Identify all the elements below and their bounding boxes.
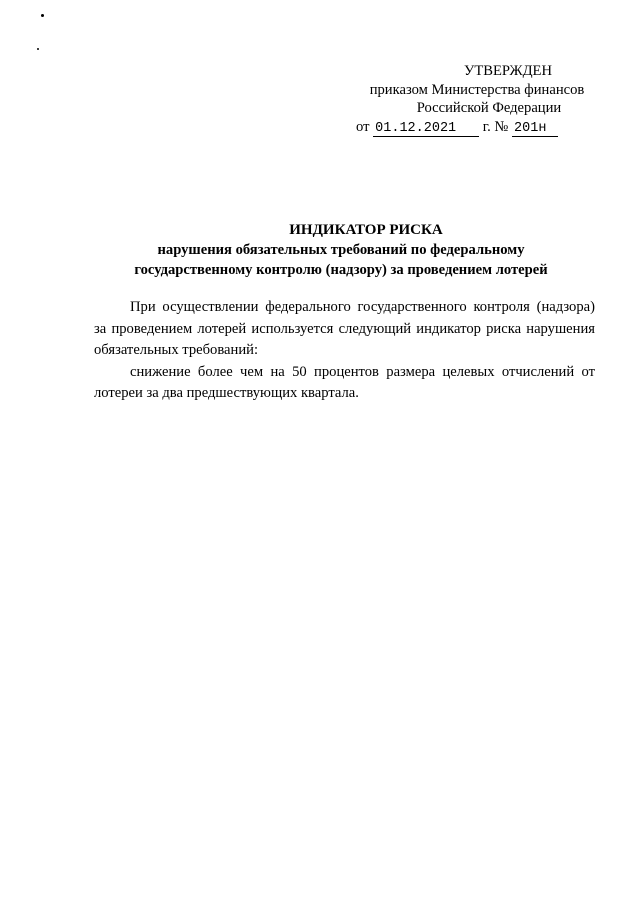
body-paragraph-2: снижение более чем на 50 процентов размера целевых отчислений от лотереи за два предшествующих квартала. bbox=[94, 363, 595, 401]
document-body bbox=[94, 297, 595, 405]
title-subline-1: нарушения обязательных требований по федеральному bbox=[157, 242, 525, 258]
approval-line-ministry: приказом Министерства финансов bbox=[369, 81, 585, 98]
title-subline-2: государственному контролю (надзору) за проведением лотерей bbox=[134, 262, 548, 278]
approval-heading: УТВЕРЖДЕН bbox=[464, 63, 552, 79]
order-number-field: 201н bbox=[512, 121, 558, 137]
document-title bbox=[70, 220, 612, 280]
approval-line-federation: Российской Федерации bbox=[416, 100, 562, 116]
title-main: ИНДИКАТОР РИСКА bbox=[289, 222, 443, 238]
date-prefix: от bbox=[356, 118, 370, 135]
scan-speck bbox=[37, 48, 39, 50]
approval-stamp bbox=[336, 62, 596, 137]
scan-speck bbox=[41, 14, 44, 17]
order-date-field: 01.12.2021 bbox=[373, 121, 479, 137]
body-paragraph-1: При осуществлении федерального государственного контроля (надзора) за проведением лотерей используется следующий индикатор риска нарушения обязательных требований: bbox=[94, 299, 595, 358]
year-number-label: г. № bbox=[482, 118, 509, 135]
approval-date-row bbox=[356, 118, 596, 137]
